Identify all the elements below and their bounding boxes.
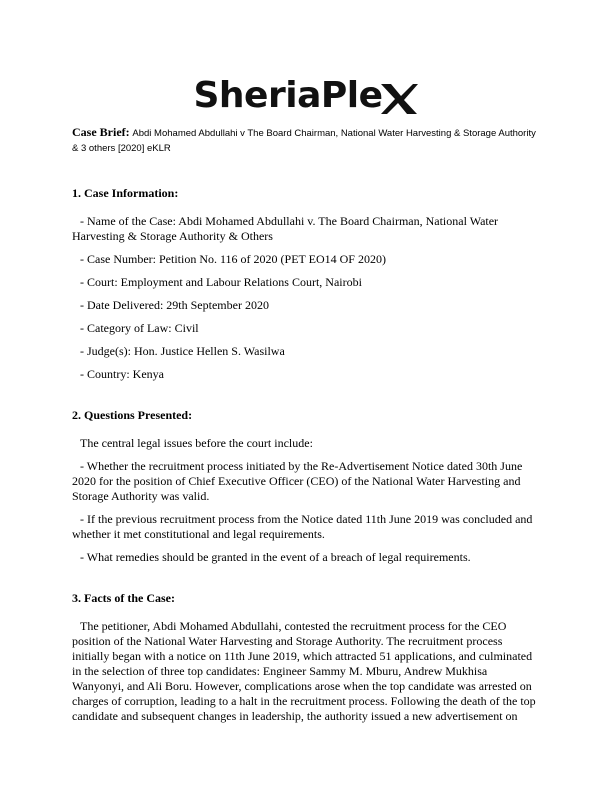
logo-group xyxy=(194,76,419,116)
section-facts xyxy=(72,591,540,724)
question-item: - What remedies should be granted in the event of a breach of legal requirements. xyxy=(80,550,471,564)
logo-text: SheriaPle xyxy=(193,75,383,116)
section-questions-presented xyxy=(72,408,540,565)
section-heading: 1. Case Information: xyxy=(72,186,179,200)
facts-paragraph: The petitioner, Abdi Mohamed Abdullahi, contested the recruitment process for the CEO position of the National Water Harvesting and Storage Authority. The recruitment process initially began with a notice on 11th June 2019, which attracted 51 applications, and culminated in the selection of three top candidates: Engineer Sammy M. Mburu, Andrew Mukhisa Wanyonyi, and Ali Boru. However, complications arose when the top candidate was arrested on charges of corruption, leading to a halt in the recruitment process. Following the death of the top candidate and subsequent changes in leadership, the authority issued a new advertisement on xyxy=(72,619,536,723)
section-heading: 3. Facts of the Case: xyxy=(72,591,175,605)
category-item: - Category of Law: Civil xyxy=(80,321,199,335)
case-brief-header xyxy=(72,125,542,156)
section-case-information xyxy=(72,186,540,382)
court-item: - Court: Employment and Labour Relations Court, Nairobi xyxy=(80,275,362,289)
case-name-item: - Name of the Case: Abdi Mohamed Abdullahi v. The Board Chairman, National Water Harvesting & Storage Authority & Others xyxy=(72,214,499,243)
x-mark-icon xyxy=(379,82,419,116)
questions-intro: The central legal issues before the court include: xyxy=(80,436,313,450)
case-brief-title: Abdi Mohamed Abdullahi v The Board Chairman, National Water Harvesting & Storage Authority & 3 others [2020] eKLR xyxy=(72,128,536,154)
document-body xyxy=(72,186,540,750)
question-item: - Whether the recruitment process initiated by the Re-Advertisement Notice dated 30th June 2020 for the position of Chief Executive Officer (CEO) of the National Water Harvesting and Storage Authority was valid. xyxy=(72,459,523,503)
section-heading: 2. Questions Presented: xyxy=(72,408,193,422)
question-item: - If the previous recruitment process from the Notice dated 11th June 2019 was concluded and whether it met constitutional and legal requirements. xyxy=(72,512,533,541)
logo xyxy=(0,74,612,118)
country-item: - Country: Kenya xyxy=(80,367,164,381)
date-delivered-item: - Date Delivered: 29th September 2020 xyxy=(80,298,269,312)
judge-item: - Judge(s): Hon. Justice Hellen S. Wasilwa xyxy=(80,344,285,358)
case-number-item: - Case Number: Petition No. 116 of 2020 (PET EO14 OF 2020) xyxy=(80,252,386,266)
case-brief-label: Case Brief: xyxy=(72,125,130,139)
